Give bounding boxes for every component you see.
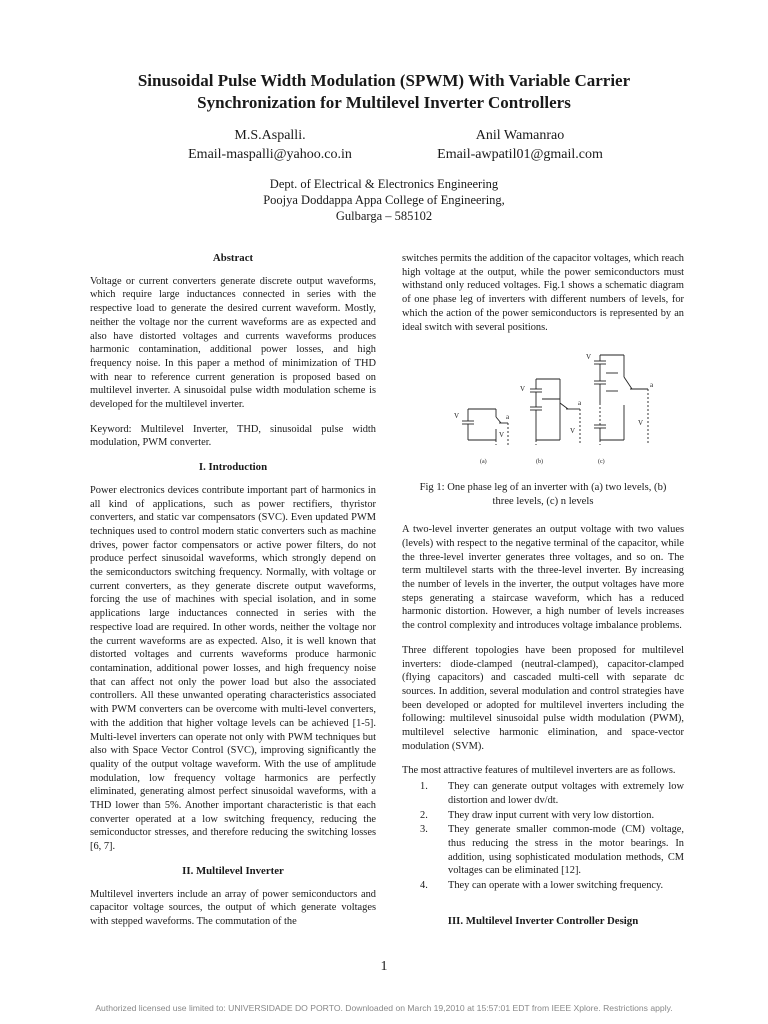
label-vs-a: V: [499, 431, 505, 440]
label-panel-b: (b): [536, 459, 543, 466]
page-number: 1: [380, 959, 388, 974]
schematic-c: [594, 355, 648, 445]
schematic-b: [530, 379, 580, 445]
list-item-number: 4.: [420, 880, 428, 892]
caption-line-1: Fig 1: One phase leg of an inverter with (a) two levels, (b): [419, 482, 667, 494]
list-item-text: They can generate output voltages with extremely low distortion and lower dv/dt.: [448, 781, 684, 806]
introduction-heading: I. Introduction: [198, 461, 268, 474]
topologies-paragraph: Three different topologies have been proposed for multilevel inverters: diode-clamped (neutral-clamped), capacitor-clamped (flying capacitors) and cascaded multi-cell with separate dc sources. In addition, several modulation and control strategies have been developed or adopted for multilevel inverters including the following: multilevel sinusoidal pulse width modulation (PWM), multilevel selective harmonic elimination, and space-vector modulation (SVM).: [402, 644, 684, 752]
multilevel-inverter-heading: II. Multilevel Inverter: [182, 864, 284, 877]
affiliation-line-2: Poojya Doddappa Appa College of Engineering,: [263, 193, 505, 207]
introduction-text: Power electronics devices contribute important part of harmonics in all kind of applications, such as power rectifiers, thyristor converters, and static var compensators (SVC). Even updated PWM techniques used to control modern static converters such as machine drives, power factor compensators or active power filters, do not produce perfect sinusoidal waveforms, which strongly depend on the semiconductors switching frequency. Normally, with voltage or current converters, as they generate discrete output waveforms, forcing the use of machines with special isolation, and in some applications large inductances connected in series with the respective load are required. In other words, neither the voltage nor the current waveforms are as expected. Also, it is well known that distorted voltages and currents waveforms produce harmonic contamination, additional power losses, and high frequency noise that can affect not only the power load but also the associated controllers. All these unwanted operating characteristics associated with PWM converters can be overcome with multi-level converters, with the addition that higher voltage levels can be achieved [1-5]. Multi-level inverters can operate not only with PWM techniques but also with Space Vector Control (SVC), improving significantly the quality of the output voltage waveform. With the use of amplitude modulation, low frequency voltage harmonics are perfectly eliminated, generating almost perfect sinusoidal waveforms, with a THD lower than 5%. Another important characteristic is that each converter operated at a low switching frequency, reducing the semiconductor stresses, and therefore reducing the switching losses [6, 7].: [90, 484, 376, 853]
list-item-text: They can operate with a lower switching frequency.: [448, 880, 664, 892]
schematic-a: [462, 409, 508, 445]
list-item: [402, 809, 684, 823]
keywords-text: Keyword: Multilevel Inverter, THD, sinusoidal pulse width modulation, PWM converter.: [90, 423, 376, 449]
label-vs-b: V: [570, 427, 576, 436]
label-vc-c: V: [586, 353, 592, 362]
features-list: [402, 780, 684, 893]
inverter-schematic-svg: [402, 345, 684, 471]
abstract-heading: Abstract: [212, 252, 254, 264]
author-1: [150, 126, 390, 164]
affiliation: [200, 176, 568, 224]
affiliation-line-3: Gulbarga – 585102: [335, 209, 433, 223]
label-vc-b: V: [520, 385, 526, 394]
list-item: [402, 780, 684, 807]
features-intro: The most attractive features of multilevel inverters are as follows.: [402, 765, 676, 777]
multilevel-inverter-text: Multilevel inverters include an array of power semiconductors and capacitor voltage sources, the output of which generate voltages with stepped waveforms. The commutation of the: [90, 888, 376, 927]
two-level-paragraph: A two-level inverter generates an output voltage with two values (levels) with respect to the negative terminal of the capacitor, while the three-level inverter generates three voltages, and so on. The term multilevel starts with the three-level inverter. By increasing the number of levels in the inverter, the output voltages have more steps generating a staircase waveform, which has a reduced harmonic distortion. However, a high number of levels increases the control complexity and introduces voltage imbalance problems.: [402, 524, 684, 632]
label-panel-c: (c): [598, 459, 605, 466]
label-node-b: a: [578, 399, 582, 408]
list-item-number: 3.: [420, 824, 428, 836]
list-item-number: 2.: [420, 809, 428, 821]
author-2-email: Email-awpatil01@gmail.com: [437, 147, 603, 162]
author-1-name: M.S.Aspalli.: [234, 128, 306, 143]
author-2-name: Anil Wamanrao: [475, 128, 565, 143]
list-item-number: 1.: [420, 781, 428, 793]
abstract-text: Voltage or current converters generate discrete output waveforms, which require large inductances connected in series with the respective load to generate the desired current waveform. Mostly, neither the voltage nor the current waveforms are as expected and also have distorted voltages and currents waveforms produces harmonic contamination, additional power losses, and high frequency noise. In this paper a method of minimization of THD with near to reference current generation is proposed based on multilevel inverter. A sinusoidal pulse width modulation scheme is developed for the multilevel inverter.: [90, 275, 376, 411]
list-item-text: They draw input current with very low distortion.: [448, 809, 655, 821]
list-item-text: They generate smaller common-mode (CM) voltage, thus reducing the stress in the motor bearings. In addition, using sophisticated modulation methods, CM voltages can be eliminated [12].: [448, 824, 684, 877]
label-panel-a: (a): [480, 459, 487, 466]
right-column: [402, 252, 684, 938]
label-node-a: a: [506, 413, 510, 422]
title-line-1: Sinusoidal Pulse Width Modulation (SPWM) With Variable Carrier: [137, 71, 631, 90]
license-footer: Authorized licensed use limited to: UNIVERSIDADE DO PORTO. Downloaded on March 19,2010 at 15:57:01 EDT from IEEE Xplore. Restrictions apply.: [95, 1003, 673, 1013]
caption-line-2: three levels, (c) n levels: [492, 496, 594, 508]
author-2: [400, 126, 640, 164]
list-item: [402, 823, 684, 878]
author-1-email: Email-maspalli@yahoo.co.in: [188, 147, 352, 162]
left-column: [90, 252, 376, 940]
title-line-2: Synchronization for Multilevel Inverter Controllers: [197, 93, 571, 112]
continued-text: switches permits the addition of the capacitor voltages, which reach high voltage at the output, while the power semiconductors must withstand only reduced voltages. Fig.1 shows a schematic diagram of one phase leg of inverters with different numbers of levels, for which the action of the power semiconductors is represented by an ideal switch with several positions.: [402, 253, 684, 333]
label-node-c: a: [650, 381, 654, 390]
figure-1-caption: [402, 481, 684, 509]
label-vs-c: V: [638, 419, 644, 428]
figure-1-inverter-schematic: [402, 345, 684, 471]
label-vc-a: V: [454, 412, 460, 421]
paper-title: [60, 70, 708, 114]
list-item: [402, 879, 684, 893]
affiliation-line-1: Dept. of Electrical & Electronics Engineering: [269, 177, 499, 191]
controller-design-heading: III. Multilevel Inverter Controller Design: [447, 914, 639, 927]
